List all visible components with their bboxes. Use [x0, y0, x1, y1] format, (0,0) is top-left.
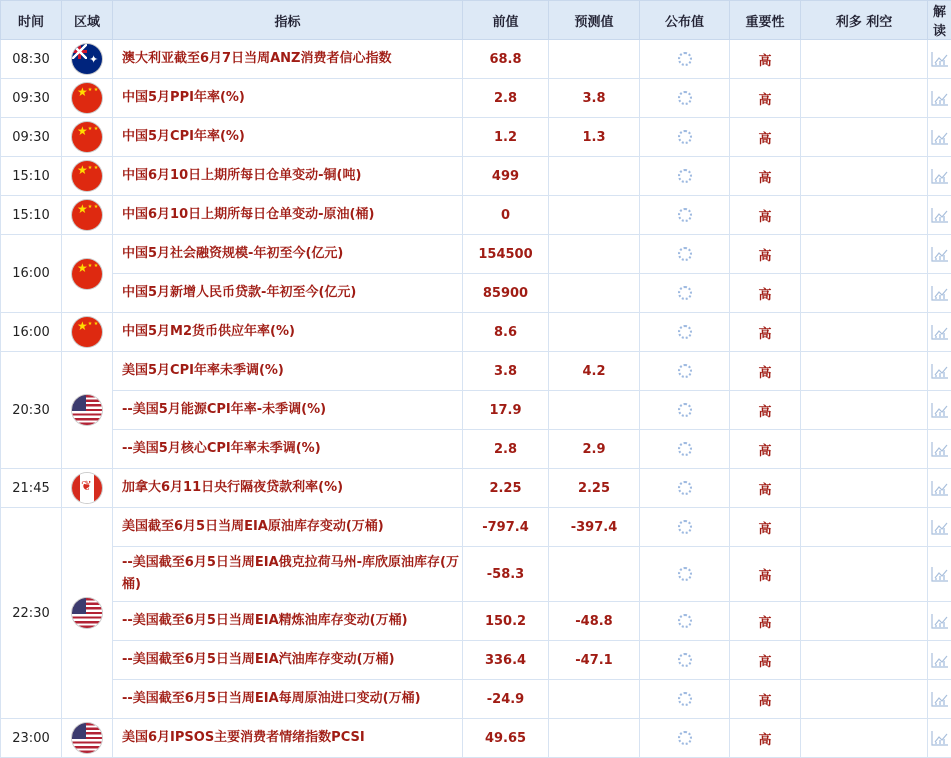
table-row	[1, 508, 951, 547]
interpret-cell[interactable]	[928, 157, 951, 196]
china-flag-icon	[72, 259, 102, 289]
importance-value: 高	[730, 602, 801, 641]
time-cell: 21:45	[1, 469, 62, 508]
interpret-cell[interactable]	[928, 313, 951, 352]
indicator-link[interactable]: --美国截至6月5日当周EIA每周原油进口变动(万桶)	[113, 680, 463, 719]
time-cell: 16:00	[1, 235, 62, 313]
china-flag-icon	[72, 317, 102, 347]
bull-bear-cell	[801, 40, 928, 79]
actual-cell	[640, 508, 730, 547]
forecast-value: 1.3	[549, 118, 640, 157]
forecast-value	[549, 235, 640, 274]
bull-bear-cell	[801, 469, 928, 508]
indicator-link[interactable]: --美国截至6月5日当周EIA汽油库存变动(万桶)	[113, 641, 463, 680]
importance-value: 高	[730, 508, 801, 547]
previous-value: 17.9	[463, 391, 549, 430]
time-cell: 08:30	[1, 40, 62, 79]
time-cell: 09:30	[1, 118, 62, 157]
header-importance: 重要性	[730, 1, 801, 40]
bull-bear-cell	[801, 274, 928, 313]
header-interpret: 解读	[928, 1, 951, 40]
region-cell	[62, 118, 113, 157]
actual-cell	[640, 40, 730, 79]
importance-value: 高	[730, 196, 801, 235]
loading-spinner-icon	[678, 442, 692, 456]
china-flag-icon	[72, 83, 102, 113]
forecast-value: 4.2	[549, 352, 640, 391]
time-cell: 16:00	[1, 313, 62, 352]
header-time: 时间	[1, 1, 62, 40]
region-cell	[62, 196, 113, 235]
interpret-cell[interactable]	[928, 235, 951, 274]
time-cell: 22:30	[1, 508, 62, 719]
bull-bear-cell	[801, 602, 928, 641]
table-row	[1, 313, 951, 352]
table-header-row	[1, 1, 951, 40]
forecast-value	[549, 40, 640, 79]
previous-value: 1.2	[463, 118, 549, 157]
table-row	[1, 352, 951, 391]
usa-flag-icon	[72, 395, 102, 425]
table-row	[1, 469, 951, 508]
region-cell	[62, 508, 113, 719]
time-cell: 20:30	[1, 352, 62, 469]
forecast-value: 3.8	[549, 79, 640, 118]
loading-spinner-icon	[678, 91, 692, 105]
indicator-link[interactable]: 中国5月M2货币供应年率(%)	[113, 313, 463, 352]
loading-spinner-icon	[678, 731, 692, 745]
table-row	[1, 40, 951, 79]
chart-icon[interactable]	[931, 566, 949, 582]
importance-value: 高	[730, 157, 801, 196]
interpret-cell[interactable]	[928, 508, 951, 547]
importance-value: 高	[730, 391, 801, 430]
header-indicator: 指标	[113, 1, 463, 40]
importance-value: 高	[730, 274, 801, 313]
actual-cell	[640, 274, 730, 313]
indicator-link[interactable]: 中国5月社会融资规模-年初至今(亿元)	[113, 235, 463, 274]
table-row	[1, 430, 951, 469]
previous-value: 49.65	[463, 719, 549, 758]
previous-value: 3.8	[463, 352, 549, 391]
forecast-value	[549, 391, 640, 430]
importance-value: 高	[730, 430, 801, 469]
actual-cell	[640, 719, 730, 758]
interpret-cell[interactable]	[928, 352, 951, 391]
table-row	[1, 680, 951, 719]
actual-cell	[640, 79, 730, 118]
header-bull-bear: 利多 利空	[801, 1, 928, 40]
loading-spinner-icon	[678, 364, 692, 378]
importance-value: 高	[730, 719, 801, 758]
interpret-cell[interactable]	[928, 469, 951, 508]
interpret-cell[interactable]	[928, 391, 951, 430]
table-row	[1, 547, 951, 602]
previous-value: -58.3	[463, 547, 549, 602]
table-row	[1, 196, 951, 235]
actual-cell	[640, 602, 730, 641]
time-cell: 09:30	[1, 79, 62, 118]
table-row	[1, 274, 951, 313]
importance-value: 高	[730, 40, 801, 79]
loading-spinner-icon	[678, 286, 692, 300]
table-row	[1, 157, 951, 196]
header-forecast: 预测值	[549, 1, 640, 40]
actual-cell	[640, 196, 730, 235]
indicator-link[interactable]: --美国截至6月5日当周EIA俄克拉荷马州-库欣原油库存(万桶)	[113, 547, 463, 602]
bull-bear-cell	[801, 641, 928, 680]
bull-bear-cell	[801, 157, 928, 196]
header-region: 区域	[62, 1, 113, 40]
actual-cell	[640, 157, 730, 196]
usa-flag-icon	[72, 598, 102, 628]
loading-spinner-icon	[678, 247, 692, 261]
chart-icon[interactable]	[931, 168, 949, 184]
canada-flag-icon	[72, 473, 102, 503]
indicator-link[interactable]: 中国6月10日上期所每日仓单变动-原油(桶)	[113, 196, 463, 235]
importance-value: 高	[730, 469, 801, 508]
header-previous: 前值	[463, 1, 549, 40]
bull-bear-cell	[801, 118, 928, 157]
chart-icon[interactable]	[931, 402, 949, 418]
previous-value: 0	[463, 196, 549, 235]
actual-cell	[640, 547, 730, 602]
loading-spinner-icon	[678, 614, 692, 628]
actual-cell	[640, 469, 730, 508]
indicator-link[interactable]: 中国5月PPI年率(%)	[113, 79, 463, 118]
loading-spinner-icon	[678, 403, 692, 417]
loading-spinner-icon	[678, 481, 692, 495]
actual-cell	[640, 235, 730, 274]
chart-icon[interactable]	[931, 324, 949, 340]
previous-value: 154500	[463, 235, 549, 274]
previous-value: 68.8	[463, 40, 549, 79]
indicator-link[interactable]: 中国5月新增人民币贷款-年初至今(亿元)	[113, 274, 463, 313]
loading-spinner-icon	[678, 653, 692, 667]
interpret-cell[interactable]	[928, 118, 951, 157]
loading-spinner-icon	[678, 692, 692, 706]
indicator-link[interactable]: 中国5月CPI年率(%)	[113, 118, 463, 157]
indicator-link[interactable]: 美国6月IPSOS主要消费者情绪指数PCSI	[113, 719, 463, 758]
previous-value: 336.4	[463, 641, 549, 680]
indicator-link[interactable]: 美国5月CPI年率未季调(%)	[113, 352, 463, 391]
chart-icon[interactable]	[931, 730, 949, 746]
bull-bear-cell	[801, 196, 928, 235]
loading-spinner-icon	[678, 208, 692, 222]
region-cell	[62, 40, 113, 79]
bull-bear-cell	[801, 391, 928, 430]
indicator-link[interactable]: 中国6月10日上期所每日仓单变动-铜(吨)	[113, 157, 463, 196]
indicator-link[interactable]: --美国5月能源CPI年率-未季调(%)	[113, 391, 463, 430]
interpret-cell[interactable]	[928, 196, 951, 235]
chart-icon[interactable]	[931, 480, 949, 496]
bull-bear-cell	[801, 719, 928, 758]
actual-cell	[640, 352, 730, 391]
table-row	[1, 391, 951, 430]
forecast-value	[549, 274, 640, 313]
bull-bear-cell	[801, 313, 928, 352]
interpret-cell[interactable]	[928, 40, 951, 79]
chart-icon[interactable]	[931, 129, 949, 145]
china-flag-icon	[72, 161, 102, 191]
importance-value: 高	[730, 641, 801, 680]
forecast-value	[549, 313, 640, 352]
forecast-value	[549, 719, 640, 758]
chart-icon[interactable]	[931, 246, 949, 262]
chart-icon[interactable]	[931, 441, 949, 457]
region-cell	[62, 313, 113, 352]
interpret-cell[interactable]	[928, 680, 951, 719]
region-cell	[62, 719, 113, 758]
bull-bear-cell	[801, 547, 928, 602]
table-row	[1, 641, 951, 680]
chart-icon[interactable]	[931, 207, 949, 223]
loading-spinner-icon	[678, 325, 692, 339]
table-row	[1, 602, 951, 641]
indicator-link[interactable]: --美国5月核心CPI年率未季调(%)	[113, 430, 463, 469]
forecast-value: -48.8	[549, 602, 640, 641]
chart-icon[interactable]	[931, 519, 949, 535]
indicator-link[interactable]: --美国截至6月5日当周EIA精炼油库存变动(万桶)	[113, 602, 463, 641]
importance-value: 高	[730, 680, 801, 719]
interpret-cell[interactable]	[928, 430, 951, 469]
importance-value: 高	[730, 352, 801, 391]
time-cell: 23:00	[1, 719, 62, 758]
previous-value: 499	[463, 157, 549, 196]
chart-icon[interactable]	[931, 691, 949, 707]
previous-value: 85900	[463, 274, 549, 313]
region-cell	[62, 235, 113, 313]
header-actual: 公布值	[640, 1, 730, 40]
bull-bear-cell	[801, 79, 928, 118]
previous-value: -24.9	[463, 680, 549, 719]
actual-cell	[640, 313, 730, 352]
chart-icon[interactable]	[931, 363, 949, 379]
forecast-value: 2.9	[549, 430, 640, 469]
forecast-value	[549, 157, 640, 196]
previous-value: 2.25	[463, 469, 549, 508]
importance-value: 高	[730, 118, 801, 157]
loading-spinner-icon	[678, 52, 692, 66]
actual-cell	[640, 118, 730, 157]
forecast-value: -397.4	[549, 508, 640, 547]
time-cell: 15:10	[1, 196, 62, 235]
loading-spinner-icon	[678, 520, 692, 534]
importance-value: 高	[730, 235, 801, 274]
interpret-cell[interactable]	[928, 719, 951, 758]
actual-cell	[640, 641, 730, 680]
chart-icon[interactable]	[931, 652, 949, 668]
forecast-value: 2.25	[549, 469, 640, 508]
actual-cell	[640, 680, 730, 719]
forecast-value: -47.1	[549, 641, 640, 680]
chart-icon[interactable]	[931, 613, 949, 629]
bull-bear-cell	[801, 352, 928, 391]
interpret-cell[interactable]	[928, 547, 951, 602]
chart-icon[interactable]	[931, 285, 949, 301]
china-flag-icon	[72, 122, 102, 152]
previous-value: 2.8	[463, 79, 549, 118]
forecast-value	[549, 680, 640, 719]
loading-spinner-icon	[678, 169, 692, 183]
chart-icon[interactable]	[931, 51, 949, 67]
loading-spinner-icon	[678, 130, 692, 144]
region-cell	[62, 157, 113, 196]
table-row	[1, 79, 951, 118]
indicator-link[interactable]: 加拿大6月11日央行隔夜贷款利率(%)	[113, 469, 463, 508]
indicator-link[interactable]: 美国截至6月5日当周EIA原油库存变动(万桶)	[113, 508, 463, 547]
region-cell	[62, 352, 113, 469]
forecast-value	[549, 196, 640, 235]
interpret-cell[interactable]	[928, 602, 951, 641]
bull-bear-cell	[801, 680, 928, 719]
region-cell	[62, 79, 113, 118]
indicator-link[interactable]: 澳大利亚截至6月7日当周ANZ消费者信心指数	[113, 40, 463, 79]
australia-flag-icon	[72, 44, 102, 74]
previous-value: 150.2	[463, 602, 549, 641]
previous-value: 2.8	[463, 430, 549, 469]
previous-value: 8.6	[463, 313, 549, 352]
actual-cell	[640, 391, 730, 430]
interpret-cell[interactable]	[928, 641, 951, 680]
table-row	[1, 235, 951, 274]
forecast-value	[549, 547, 640, 602]
actual-cell	[640, 430, 730, 469]
interpret-cell[interactable]	[928, 274, 951, 313]
bull-bear-cell	[801, 508, 928, 547]
bull-bear-cell	[801, 235, 928, 274]
importance-value: 高	[730, 547, 801, 602]
table-row	[1, 719, 951, 758]
region-cell	[62, 469, 113, 508]
importance-value: 高	[730, 79, 801, 118]
previous-value: -797.4	[463, 508, 549, 547]
chart-icon[interactable]	[931, 90, 949, 106]
china-flag-icon	[72, 200, 102, 230]
table-row	[1, 118, 951, 157]
bull-bear-cell	[801, 430, 928, 469]
interpret-cell[interactable]	[928, 79, 951, 118]
importance-value: 高	[730, 313, 801, 352]
time-cell: 15:10	[1, 157, 62, 196]
loading-spinner-icon	[678, 567, 692, 581]
